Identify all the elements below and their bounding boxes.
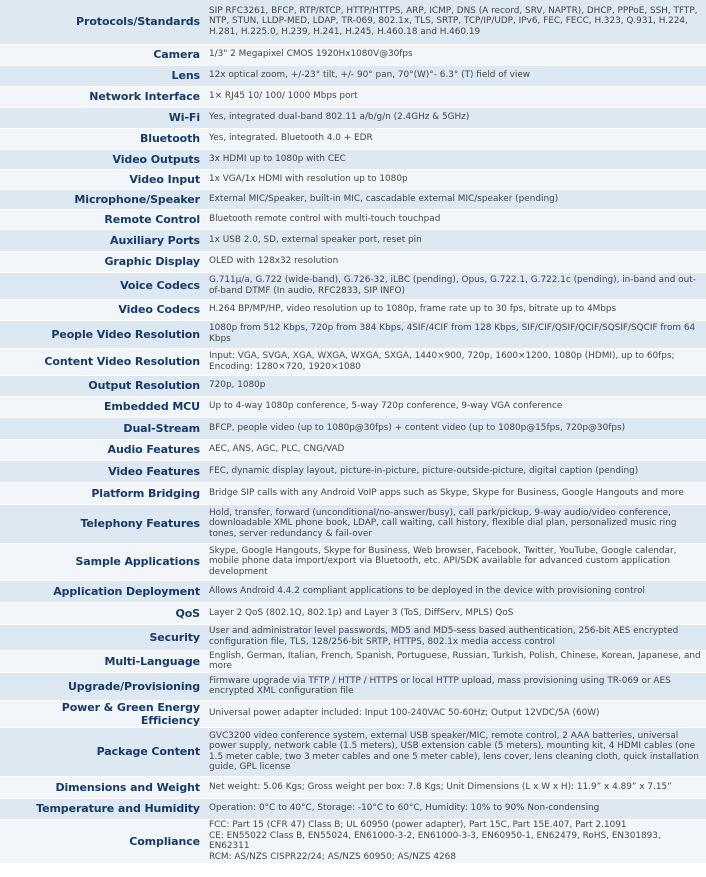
spec-value: Yes, integrated dual-band 802.11 a/b/g/n (2.4GHz & 5GHz): [204, 107, 706, 128]
spec-row: [0, 149, 706, 169]
spec-value: Operation: 0°C to 40°C, Storage: -10°C to 60°C, Humidity: 10% to 90% Non-condensing: [204, 798, 706, 819]
spec-value: Hold, transfer, forward (unconditional/no-answer/busy), call park/pickup, 9-way audio/video conference, downloadable XML phone book, LDAP, call waiting, call history, flexible dial plan, personalized music ring tones, server redundancy & fail-over: [204, 504, 706, 543]
spec-row: [0, 504, 706, 543]
spec-label: QoS: [0, 602, 204, 624]
spec-label: Package Content: [0, 727, 204, 776]
spec-label: Application Deployment: [0, 580, 204, 602]
spec-row: [0, 107, 706, 128]
spec-value: Firmware upgrade via TFTP / HTTP / HTTPS or local HTTP upload, mass provisioning using TR-069 or AES encrypted XML configuration file: [204, 672, 706, 700]
spec-label: Voice Codecs: [0, 272, 204, 299]
spec-row: [0, 299, 706, 320]
spec-row: [0, 348, 706, 375]
spec-label: Video Codecs: [0, 299, 204, 320]
spec-label: Upgrade/Provisioning: [0, 672, 204, 700]
spec-row: [0, 543, 706, 580]
spec-label: Output Resolution: [0, 375, 204, 396]
spec-value: Allows Android 4.4.2 compliant applications to be deployed in the device with provisioning control: [204, 580, 706, 602]
spec-value: 1x USB 2.0, SD, external speaker port, reset pin: [204, 229, 706, 251]
spec-label: Protocols/Standards: [0, 0, 204, 44]
spec-row: [0, 272, 706, 299]
spec-row: [0, 209, 706, 229]
spec-row: [0, 169, 706, 189]
spec-value: 3x HDMI up to 1080p with CEC: [204, 149, 706, 169]
spec-label: Lens: [0, 65, 204, 86]
spec-row: [0, 375, 706, 396]
spec-label: Graphic Display: [0, 251, 204, 272]
spec-label: Embedded MCU: [0, 396, 204, 417]
spec-label: Temperature and Humidity: [0, 798, 204, 819]
spec-label: Audio Features: [0, 439, 204, 460]
spec-label: Network Interface: [0, 86, 204, 107]
spec-value: 1x VGA/1x HDMI with resolution up to 1080p: [204, 169, 706, 189]
spec-row: [0, 44, 706, 65]
spec-value: G.711µ/a, G.722 (wide-band), G.726-32, iLBC (pending), Opus, G.722.1, G.722.1c (pending), in-band and out-of-band DTMF (In audio, RFC2833, SIP INFO): [204, 272, 706, 299]
spec-value: Bridge SIP calls with any Android VoIP apps such as Skype, Skype for Business, Google Hangouts and more: [204, 482, 706, 504]
spec-label: Video Outputs: [0, 149, 204, 169]
spec-label: Dimensions and Weight: [0, 776, 204, 798]
spec-value: Yes, integrated. Bluetooth 4.0 + EDR: [204, 128, 706, 149]
spec-row: [0, 229, 706, 251]
spec-row: [0, 65, 706, 86]
spec-value: Layer 2 QoS (802.1Q, 802.1p) and Layer 3 (ToS, DiffServ, MPLS) QoS: [204, 602, 706, 624]
spec-label: Multi-Language: [0, 650, 204, 672]
spec-label: Remote Control: [0, 209, 204, 229]
spec-value: GVC3200 video conference system, external USB speaker/MIC, remote control, 2 AAA batteries, universal power supply, network cable (1.5 meters), USB extension cable (5 meters), mounting kit, 4 HDMI cables (one 1.5 meter cable, two 3 meter cables and one 5 meter cable), lens cover, lens cleaning cloth, quick installation guide, GPL license: [204, 727, 706, 776]
spec-row: [0, 580, 706, 602]
spec-row: [0, 439, 706, 460]
spec-label: Content Video Resolution: [0, 348, 204, 375]
spec-value: AEC, ANS, AGC, PLC, CNG/VAD: [204, 439, 706, 460]
spec-label: Dual-Stream: [0, 417, 204, 439]
spec-value: SIP RFC3261, BFCP, RTP/RTCP, HTTP/HTTPS, ARP, ICMP, DNS (A record, SRV, NAPTR), DHCP, PPPoE, SSH, TFTP, NTP, STUN, LLDP-MED, LDAP, TR-069, 802.1x, TLS, SRTP, TCP/IP/UDP, IPv6, FEC, FECC, H.323, Q.931, H.224, H.281, H.225.0, H.239, H.241, H.245, H.460.18 and H.460.19: [204, 0, 706, 44]
spec-value: BFCP, people video (up to 1080p@30fps) + content video (up to 1080p@15fps, 720p@30fps): [204, 417, 706, 439]
spec-row: [0, 700, 706, 727]
spec-row: [0, 417, 706, 439]
spec-value: Input: VGA, SVGA, XGA, WXGA, WXGA, SXGA, 1440×900, 720p, 1600×1200, 1080p (HDMI), up to 60fps; Encoding: 1280×720, 1920×1080: [204, 348, 706, 375]
spec-value: Universal power adapter included: Input 100-240VAC 50-60Hz; Output 12VDC/5A (60W): [204, 700, 706, 727]
spec-label: People Video Resolution: [0, 320, 204, 348]
spec-row: [0, 189, 706, 209]
spec-label: Platform Bridging: [0, 482, 204, 504]
spec-label: Compliance: [0, 819, 204, 863]
spec-value: 1× RJ45 10/ 100/ 1000 Mbps port: [204, 86, 706, 107]
spec-row: [0, 320, 706, 348]
spec-row: [0, 128, 706, 149]
spec-value: OLED with 128x32 resolution: [204, 251, 706, 272]
spec-value: Skype, Google Hangouts, Skype for Business, Web browser, Facebook, Twitter, YouTube, Google calendar, mobile phone data import/export via Bluetooth, etc. API/SDK available for advanced custom application development: [204, 543, 706, 580]
spec-row: [0, 672, 706, 700]
spec-row: [0, 776, 706, 798]
spec-row: [0, 0, 706, 44]
spec-row: [0, 650, 706, 672]
spec-label: Sample Applications: [0, 543, 204, 580]
spec-label: Microphone/Speaker: [0, 189, 204, 209]
spec-value: 1080p from 512 Kbps, 720p from 384 Kbps, 4SIF/4CIF from 128 Kbps, SIF/CIF/QSIF/QCIF/SQSIF/SQCIF from 64 Kbps: [204, 320, 706, 348]
spec-row: [0, 624, 706, 650]
spec-value: 1/3" 2 Megapixel CMOS 1920Hx1080V@30fps: [204, 44, 706, 65]
spec-row: [0, 460, 706, 482]
spec-value: User and administrator level passwords, MD5 and MD5-sess based authentication, 256-bit AES encrypted configuration file, TLS, 128/256-bit SRTP, HTTPS, 802.1x media access control: [204, 624, 706, 650]
spec-label: Telephony Features: [0, 504, 204, 543]
spec-row: [0, 482, 706, 504]
spec-label: Camera: [0, 44, 204, 65]
spec-value: 12x optical zoom, +/-23° tilt, +/- 90° pan, 70°(W)°- 6.3° (T) field of view: [204, 65, 706, 86]
spec-label: Bluetooth: [0, 128, 204, 149]
spec-label: Wi-Fi: [0, 107, 204, 128]
spec-row: [0, 602, 706, 624]
spec-label: Video Input: [0, 169, 204, 189]
spec-row: [0, 727, 706, 776]
spec-row: [0, 819, 706, 863]
spec-row: [0, 798, 706, 819]
spec-value: Up to 4-way 1080p conference, 5-way 720p conference, 9-way VGA conference: [204, 396, 706, 417]
spec-row: [0, 251, 706, 272]
spec-value: Net weight: 5.06 Kgs; Gross weight per box: 7.8 Kgs; Unit Dimensions (L x W x H): 11.9” x 4.89” x 7.15”: [204, 776, 706, 798]
spec-label: Security: [0, 624, 204, 650]
spec-value: H.264 BP/MP/HP, video resolution up to 1080p, frame rate up to 30 fps, bitrate up to 4Mbps: [204, 299, 706, 320]
spec-value: FCC: Part 15 (CFR 47) Class B; UL 60950 (power adapter), Part 15C, Part 15E.407, Part 2.1091 CE: EN55022 Class B, EN55024, EN61000-3-2, EN61000-3-3, EN60950-1, EN62479, RoHS, EN301893, EN62311 RCM: AS/NZS CISPR22/24; AS/NZS 60950; AS/NZS 4268: [204, 819, 706, 863]
spec-row: [0, 396, 706, 417]
spec-value: 720p, 1080p: [204, 375, 706, 396]
spec-row: [0, 86, 706, 107]
spec-value: External MIC/Speaker, built-in MIC, cascadable external MIC/speaker (pending): [204, 189, 706, 209]
spec-label: Auxiliary Ports: [0, 229, 204, 251]
spec-label: Power & Green Energy Efficiency: [0, 700, 204, 727]
spec-value: FEC, dynamic display layout, picture-in-picture, picture-outside-picture, digital caption (pending): [204, 460, 706, 482]
spec-value: Bluetooth remote control with multi-touch touchpad: [204, 209, 706, 229]
spec-label: Video Features: [0, 460, 204, 482]
spec-value: English, German, Italian, French, Spanish, Portuguese, Russian, Turkish, Polish, Chinese, Korean, Japanese, and more: [204, 650, 706, 672]
